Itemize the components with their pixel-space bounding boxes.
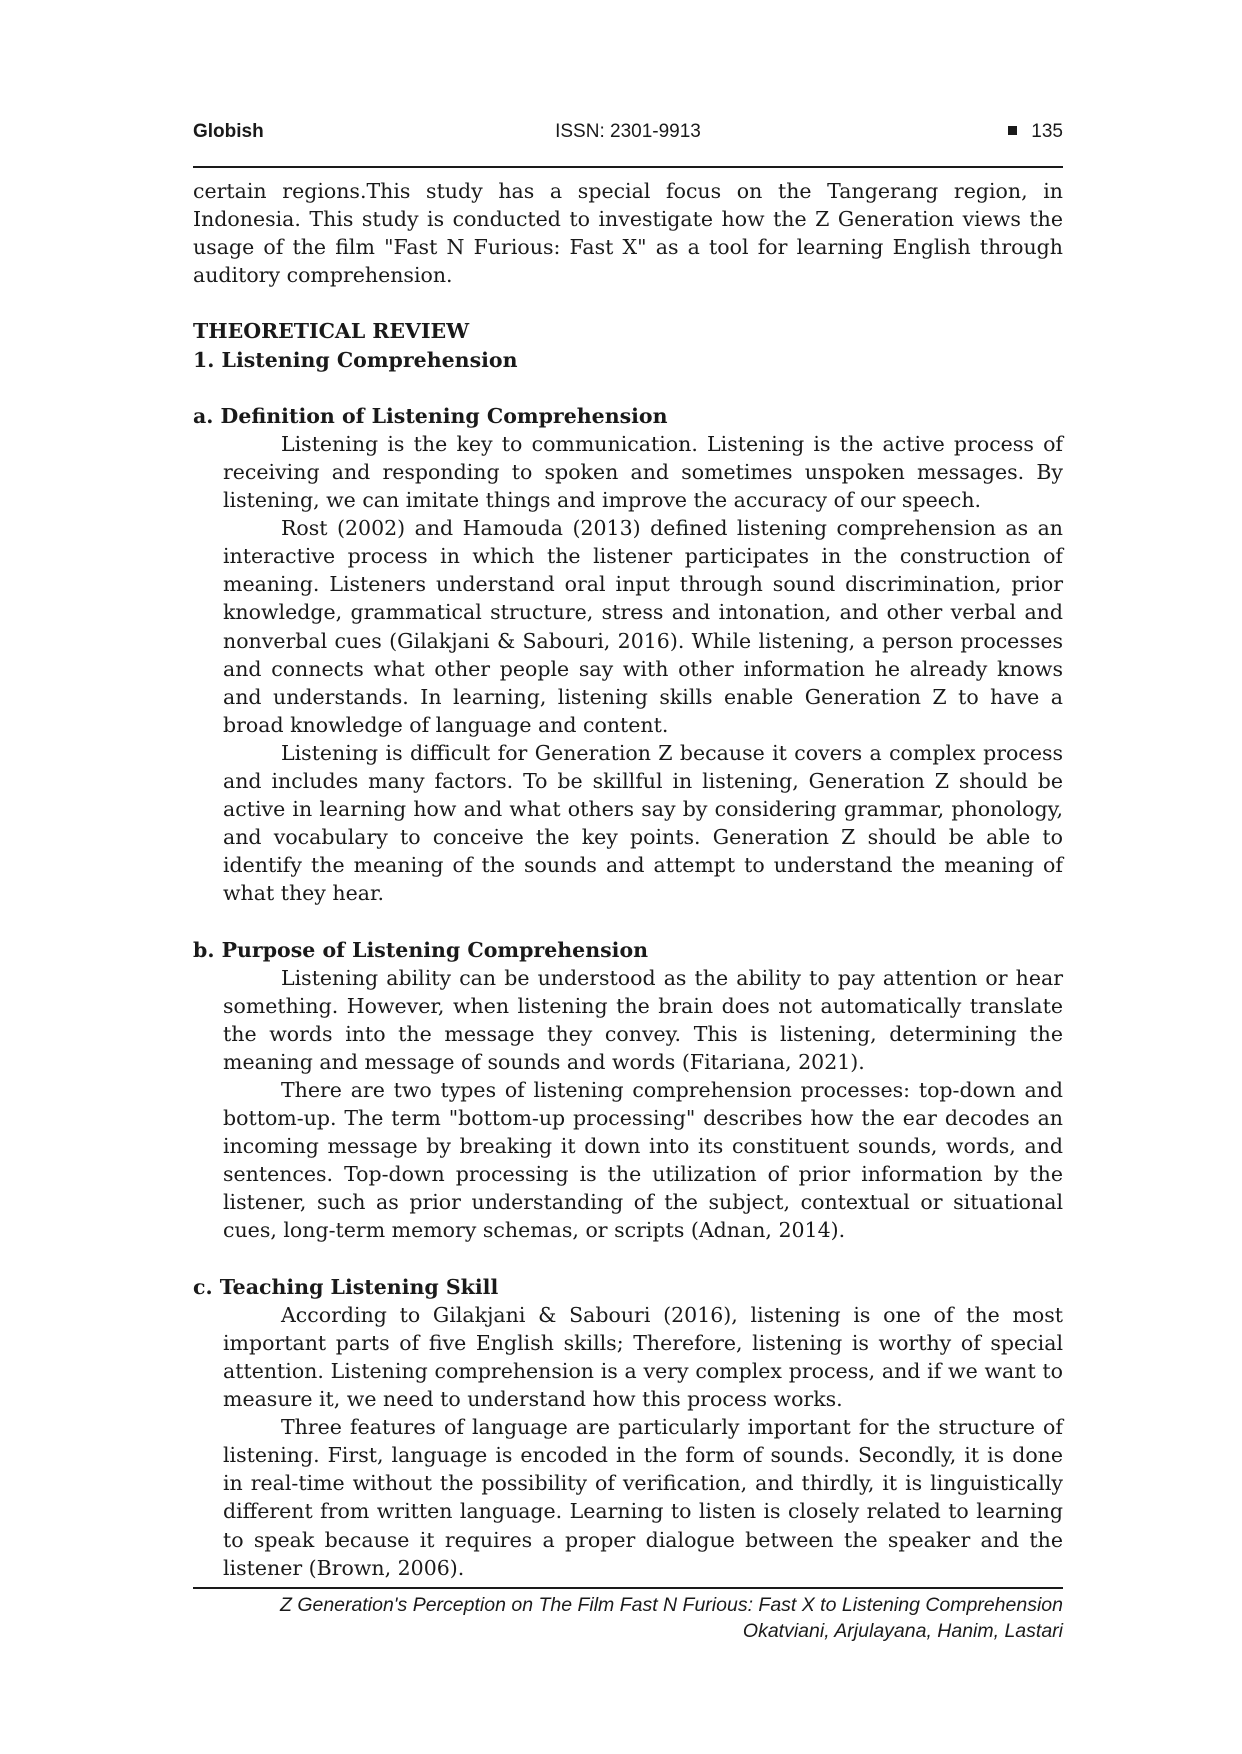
issn: ISSN: 2301-9913 [555, 121, 701, 142]
paragraph: Listening ability can be understood as the ability to pay attention or hear something. However, when listening the brain does not automatically translate the words into the message they convey. This is listening, determining the meaning and message of sounds and words (Fitariana, 2021). [223, 965, 1063, 1074]
paragraph: There are two types of listening comprehension processes: top-down and bottom-up. The term "bottom-up processing" describes how the ear decodes an incoming message by breaking it down into its constituent sounds, words, and sentences. Top-down processing is the utilization of prior information by the listener, such as prior understanding of the subject, contextual or situational cues, long-term memory schemas, or scripts (Adnan, 2014). [223, 1078, 1063, 1243]
paragraph: Listening is difficult for Generation Z because it covers a complex process and includes many factors. To be skillful in listening, Generation Z should be active in learning how and what others say by considering grammar, phonology, and vocabulary to conceive the key points. Generation Z should be able to identify the meaning of the sounds and attempt to understand the meaning of what they hear. [223, 740, 1063, 906]
heading-teaching: c. Teaching Listening Skill [193, 1274, 499, 1299]
footer-article-title: Z Generation's Perception on The Film Fast N Furious: Fast X to Listening Comprehension [280, 1594, 1063, 1616]
subsection-heading: 1. Listening Comprehension [193, 347, 518, 372]
paper-page [193, 0, 1063, 1754]
square-bullet-icon [1008, 126, 1017, 135]
header-rule [193, 166, 1063, 168]
running-head [193, 118, 1063, 146]
page-number: 135 [1031, 121, 1063, 142]
footer-authors: Okatviani, Arjulayana, Hanim, Lastari [742, 1620, 1063, 1642]
paragraph: Three features of language are particularly important for the structure of listening. First, language is encoded in the form of sounds. Secondly, it is done in real-time without the possibility of verification, and thirdly, it is linguistically different from written language. Learning to listen is closely related to learning to speak because it requires a proper dialogue between the speaker and the listener (Brown, 2006). [223, 1415, 1063, 1580]
intro-paragraph: certain regions.This study has a special focus on the Tangerang region, in Indonesia. This study is conducted to investigate how the Z Generation views the usage of the film "Fast N Furious: Fast X" as a tool for learning English through auditory comprehension. [193, 179, 1063, 288]
paragraph: Listening is the key to communication. Listening is the active process of receiving and responding to spoken and sometimes unspoken messages. By listening, we can imitate things and improve the accuracy of our speech. [223, 431, 1063, 513]
paragraph: Rost (2002) and Hamouda (2013) defined listening comprehension as an interactive process in which the listener participates in the construction of meaning. Listeners understand oral input through sound discrimination, prior knowledge, grammatical structure, stress and intonation, and other verbal and nonverbal cues (Gilakjani & Sabouri, 2016). While listening, a person processes and connects what other people say with other information he already knows and understands. In learning, listening skills enable Generation Z to have a broad knowledge of language and content. [223, 516, 1063, 737]
journal-name: Globish [193, 121, 264, 142]
body-text [193, 177, 1063, 1582]
section-heading: THEORETICAL REVIEW [193, 319, 470, 344]
paragraph: According to Gilakjani & Sabouri (2016), listening is one of the most important parts of five English skills; Therefore, listening is worthy of special attention. Listening comprehension is a very complex process, and if we want to measure it, we need to understand how this process works. [223, 1302, 1063, 1412]
heading-purpose: b. Purpose of Listening Comprehension [193, 937, 649, 962]
page-number-block [1008, 118, 1063, 146]
running-footer [193, 1592, 1063, 1644]
footer-rule [193, 1587, 1063, 1589]
heading-definition: a. Definition of Listening Comprehension [193, 403, 668, 428]
